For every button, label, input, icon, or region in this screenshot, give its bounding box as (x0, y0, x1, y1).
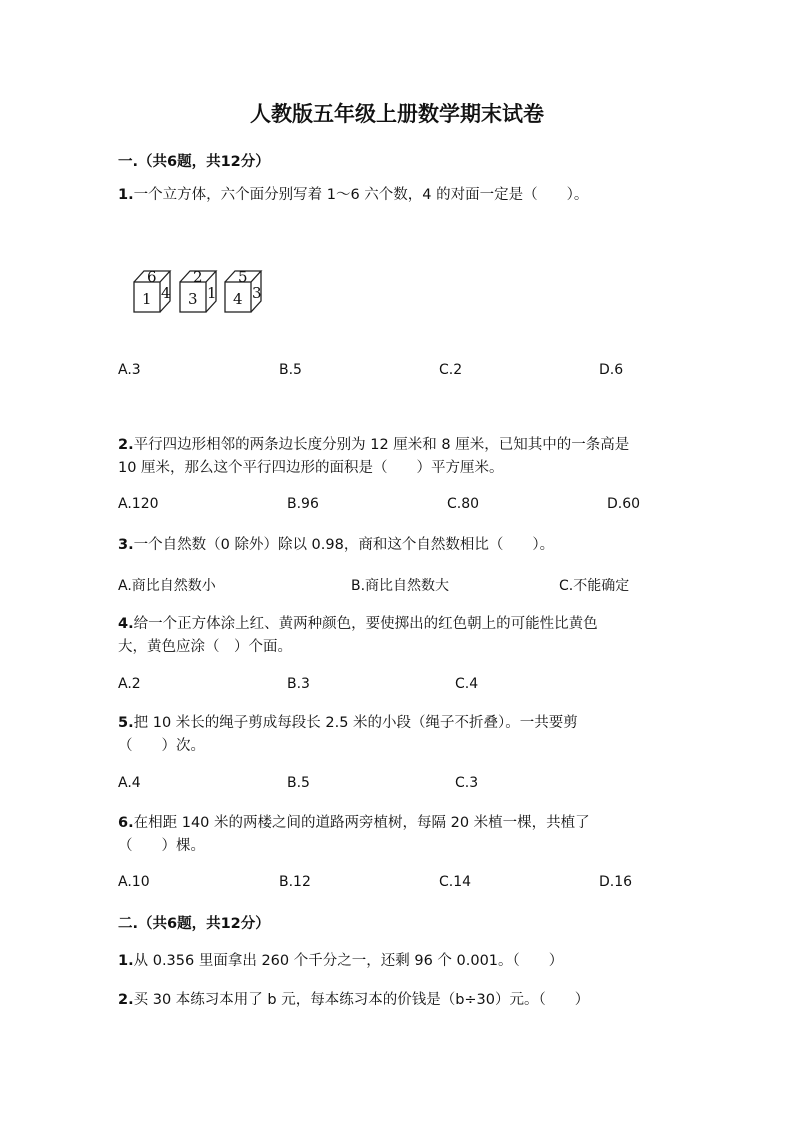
question-1-4 (118, 613, 678, 659)
question-number: 2. (118, 437, 134, 453)
question-text: 一个立方体，六个面分别写着 1～6 六个数，4 的对面一定是（ ）。 (133, 187, 589, 203)
option-b[interactable]: B.96 (287, 496, 319, 512)
option-a[interactable]: A.2 (118, 676, 141, 692)
question-number: 3. (118, 537, 134, 553)
cube-1-side-number: 4 (161, 284, 171, 302)
option-a[interactable]: A.120 (118, 496, 159, 512)
question-1-2 (118, 434, 678, 480)
cube-3-side-number: 3 (252, 284, 262, 302)
question-text: 从 0.356 里面拿出 260 个千分之一，还剩 96 个 0.001。（ ） (133, 953, 564, 969)
option-b[interactable]: B.3 (287, 676, 310, 692)
question-text-line-2: （ ）次。 (118, 738, 205, 754)
question-1-5 (118, 712, 678, 758)
option-d[interactable]: D.16 (599, 874, 633, 890)
option-a[interactable]: A.10 (118, 874, 150, 890)
question-1-6 (118, 812, 678, 858)
option-b[interactable]: B.5 (279, 362, 302, 378)
question-number: 1. (118, 953, 134, 969)
option-c[interactable]: C.2 (439, 362, 463, 378)
option-d[interactable]: D.6 (599, 362, 624, 378)
option-a[interactable]: A.商比自然数小 (118, 578, 216, 594)
question-text-line-1: 在相距 140 米的两楼之间的道路两旁植树，每隔 20 米植一棵，共植了 (133, 815, 590, 831)
question-number: 2. (118, 992, 134, 1008)
section-1-header: 一.（共6题，共12分） (118, 154, 270, 170)
option-b[interactable]: B.12 (279, 874, 311, 890)
option-a[interactable]: A.4 (118, 775, 141, 791)
question-number: 5. (118, 715, 134, 731)
question-text-line-1: 把 10 米长的绳子剪成每段长 2.5 米的小段（绳子不折叠）。一共要剪 (133, 715, 578, 731)
option-c[interactable]: C.不能确定 (559, 578, 630, 594)
question-text: 买 30 本练习本用了 b 元，每本练习本的价钱是（b÷30）元。（ ） (133, 992, 590, 1008)
cubes-illustration (132, 268, 272, 316)
cube-2-top-number: 2 (193, 268, 203, 286)
question-text-line-2: 大，黄色应涂（ ）个面。 (118, 639, 292, 655)
option-c[interactable]: C.14 (439, 874, 472, 890)
question-text-line-2: 10 厘米，那么这个平行四边形的面积是（ ）平方厘米。 (118, 460, 504, 476)
question-1-1 (118, 184, 678, 207)
cube-figure (132, 268, 272, 320)
question-text: 一个自然数（0 除外）除以 0.98，商和这个自然数相比（ ）。 (133, 537, 555, 553)
question-number: 4. (118, 616, 134, 632)
option-b[interactable]: B.5 (287, 775, 310, 791)
option-b[interactable]: B.商比自然数大 (351, 578, 450, 594)
cube-1-front-number: 1 (142, 290, 152, 308)
question-text-line-2: （ ）棵。 (118, 838, 205, 854)
section-2-header: 二.（共6题，共12分） (118, 916, 270, 932)
page-title: 人教版五年级上册数学期末试卷 (250, 101, 544, 126)
question-number: 1. (118, 187, 134, 203)
question-2-2 (118, 989, 678, 1012)
cube-3-top-number: 5 (238, 268, 248, 286)
question-number: 6. (118, 815, 134, 831)
cube-2-front-number: 3 (188, 290, 198, 308)
question-text-line-1: 平行四边形相邻的两条边长度分别为 12 厘米和 8 厘米，已知其中的一条高是 (133, 437, 630, 453)
cube-3-front-number: 4 (233, 290, 243, 308)
question-2-1 (118, 950, 678, 973)
question-1-3 (118, 534, 678, 557)
option-c[interactable]: C.3 (455, 775, 479, 791)
option-c[interactable]: C.80 (447, 496, 480, 512)
cube-2-side-number: 1 (207, 284, 217, 302)
option-d[interactable]: D.60 (607, 496, 641, 512)
cube-1-top-number: 6 (147, 268, 157, 286)
option-a[interactable]: A.3 (118, 362, 141, 378)
option-c[interactable]: C.4 (455, 676, 479, 692)
question-text-line-1: 给一个正方体涂上红、黄两种颜色，要使掷出的红色朝上的可能性比黄色 (133, 616, 598, 632)
